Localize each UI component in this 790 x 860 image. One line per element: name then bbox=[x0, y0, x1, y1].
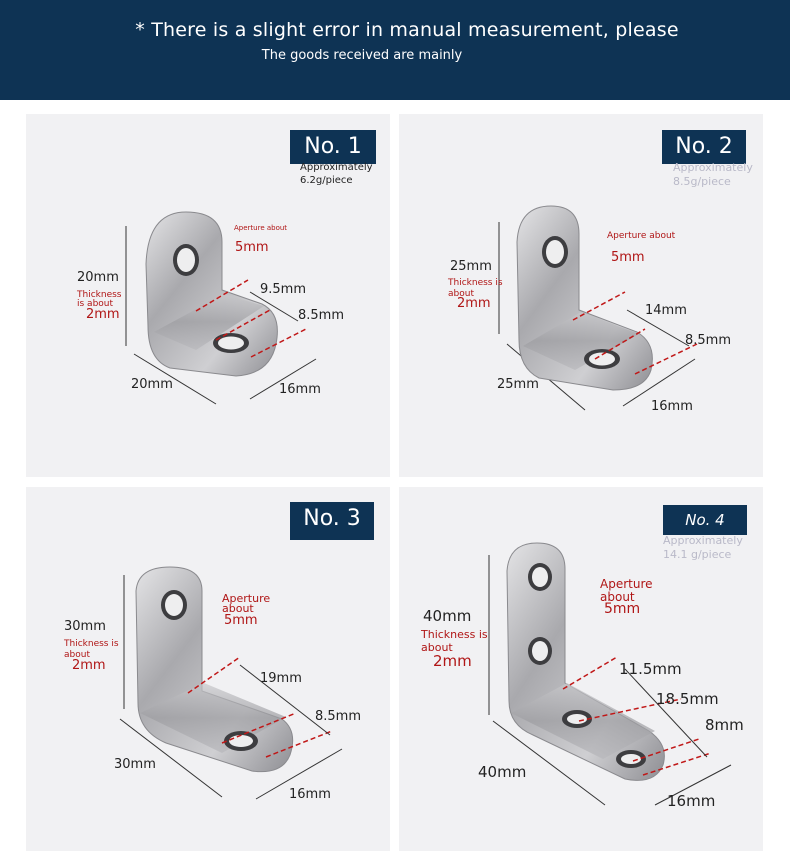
weight-line1: Approximately bbox=[673, 161, 753, 174]
thickness-label1: Thickness bbox=[77, 290, 122, 300]
product-badge: No. 4 bbox=[663, 505, 747, 535]
thickness-value: 2mm bbox=[457, 296, 491, 311]
weight-line1: Approximately bbox=[663, 534, 743, 547]
hole-edge-dimension: 8.5mm bbox=[315, 709, 362, 724]
width-dimension: 16mm bbox=[651, 399, 693, 414]
aperture-value: 5mm bbox=[224, 613, 258, 628]
product-panel-no3 bbox=[26, 487, 390, 851]
aperture-label2: about bbox=[222, 602, 254, 615]
aperture-value: 5mm bbox=[611, 250, 645, 265]
hole-distance-dimension-2: 18.5mm bbox=[656, 690, 719, 708]
aperture-label: Aperture about bbox=[234, 224, 288, 232]
length-dimension: 30mm bbox=[114, 757, 156, 772]
height-dimension: 30mm bbox=[64, 619, 106, 634]
aperture-value: 5mm bbox=[235, 240, 269, 255]
height-dimension: 25mm bbox=[450, 259, 492, 274]
aperture-value: 5mm bbox=[604, 601, 641, 617]
width-dimension: 16mm bbox=[289, 787, 331, 802]
length-dimension: 40mm bbox=[478, 763, 527, 781]
thickness-label1: Thickness is bbox=[64, 639, 119, 649]
header-banner bbox=[0, 0, 790, 100]
thickness-value: 2mm bbox=[86, 307, 120, 322]
aperture-label2: about bbox=[600, 590, 635, 604]
thickness-label2: about bbox=[64, 650, 90, 660]
product-badge: No. 1 bbox=[290, 130, 376, 164]
aperture-label: Aperture about bbox=[607, 231, 676, 241]
hole-edge-dimension: 8.5mm bbox=[685, 333, 732, 348]
length-dimension: 25mm bbox=[497, 377, 539, 392]
hole-edge-dimension: 8mm bbox=[705, 716, 744, 734]
product-panel-no2 bbox=[399, 114, 763, 477]
thickness-label2: about bbox=[448, 289, 474, 299]
thickness-label1: Thickness is bbox=[421, 628, 488, 641]
header-note-line1: * There is a slight error in manual measurement, please bbox=[135, 19, 679, 41]
aperture-label1: Aperture bbox=[600, 577, 653, 591]
product-badge: No. 2 bbox=[662, 130, 746, 164]
hole-distance-dimension: 19mm bbox=[260, 671, 302, 686]
weight-line2: 8.5g/piece bbox=[673, 175, 731, 188]
thickness-label2: is about bbox=[77, 299, 114, 309]
hole-distance-dimension: 11.5mm bbox=[619, 660, 682, 678]
thickness-value: 2mm bbox=[433, 652, 472, 670]
width-dimension: 16mm bbox=[279, 382, 321, 397]
weight-line2: 14.1 g/piece bbox=[663, 548, 732, 561]
aperture-label1: Aperture bbox=[222, 592, 271, 605]
length-dimension: 20mm bbox=[131, 377, 173, 392]
width-dimension: 16mm bbox=[667, 792, 716, 810]
header-note-line2: The goods received are mainly bbox=[261, 48, 463, 63]
product-badge: No. 3 bbox=[290, 502, 374, 540]
weight-line1: Approximately bbox=[300, 162, 373, 173]
thickness-value: 2mm bbox=[72, 658, 106, 673]
hole-distance-dimension: 14mm bbox=[645, 303, 687, 318]
hole-distance-dimension: 9.5mm bbox=[260, 282, 307, 297]
product-panel-no1 bbox=[26, 114, 390, 477]
thickness-label2: about bbox=[421, 641, 453, 654]
thickness-label1: Thickness is bbox=[448, 278, 503, 288]
hole-edge-dimension: 8.5mm bbox=[298, 308, 345, 323]
height-dimension: 20mm bbox=[77, 270, 119, 285]
weight-line2: 6.2g/piece bbox=[300, 175, 353, 186]
product-panel-no4 bbox=[399, 487, 763, 851]
height-dimension: 40mm bbox=[423, 607, 472, 625]
